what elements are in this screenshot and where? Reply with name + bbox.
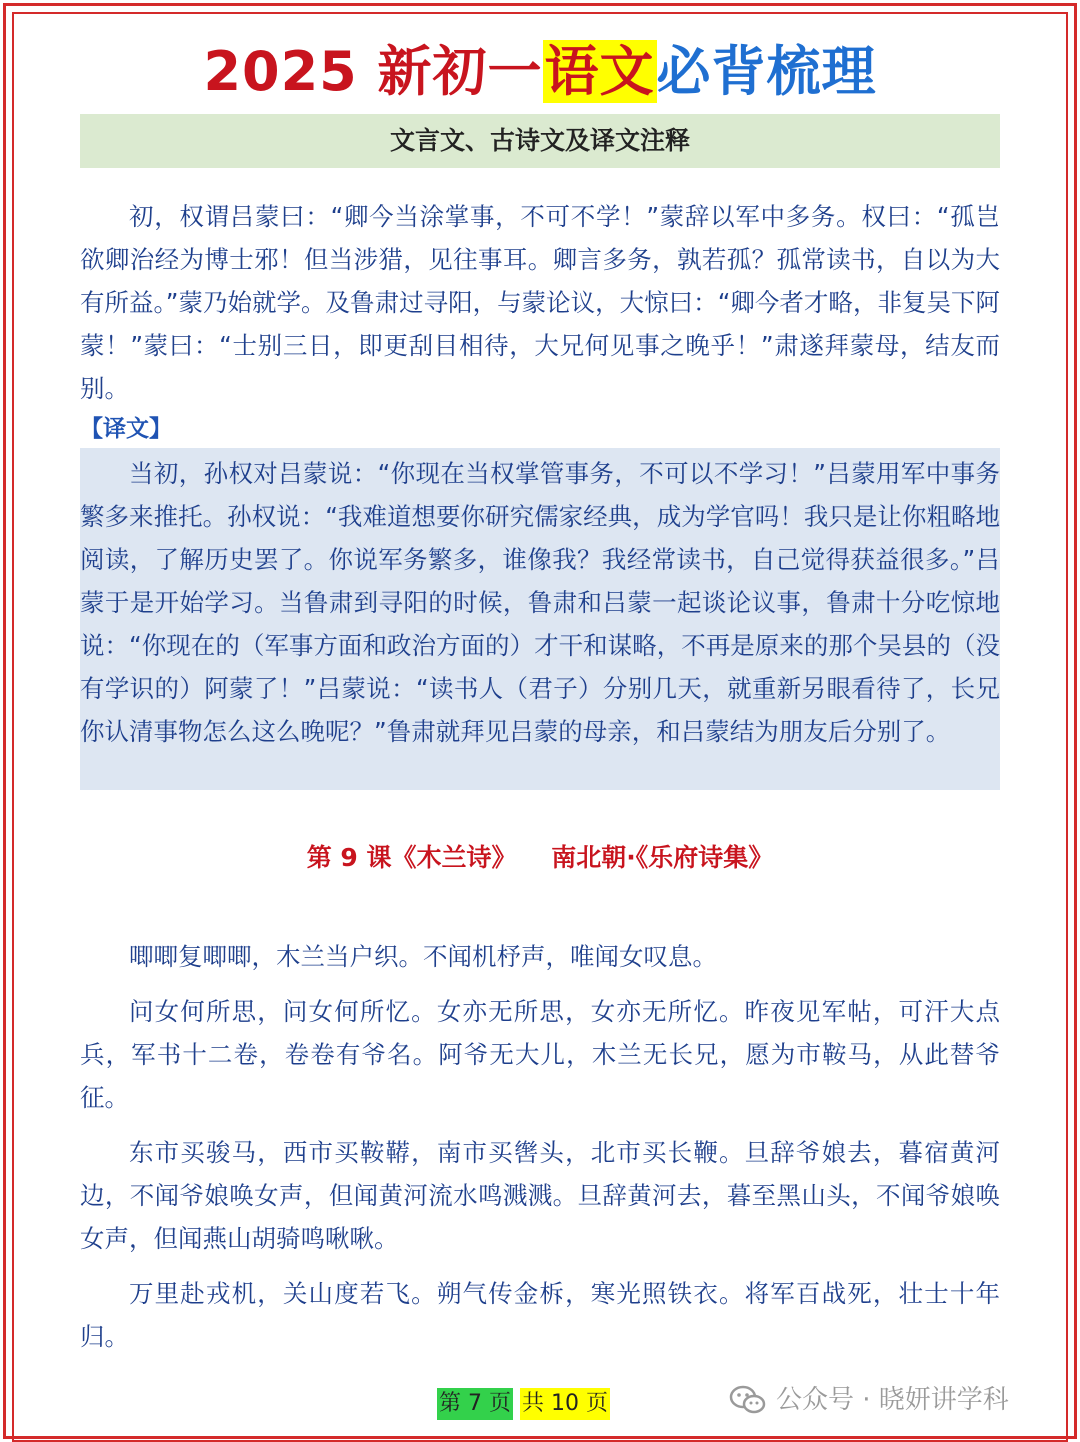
title-part-highlight: 语文: [544, 40, 655, 103]
section-subtitle: 文言文、古诗文及译文注释: [80, 114, 1000, 168]
lesson-heading: 第 9 课《木兰诗》 南北朝·《乐府诗集》: [306, 843, 774, 872]
page-title: [0, 40, 1080, 104]
translation-paragraph: 当初，孙权对吕蒙说：“你现在当权掌管事务，不可以不学习！”吕蒙用军中事务繁多来推托。孙权说：“我难道想要你研究儒家经典，成为学官吗！我只是让你粗略地阅读，了解历史罢了。你说军务繁多，谁像我？我经常读书，自己觉得获益很多。”吕蒙于是开始学习。当鲁肃到寻阳的时候，鲁肃和吕蒙一起谈论议事，鲁肃十分吃惊地说：“你现在的（军事方面和政治方面的）才干和谋略，不再是原来的那个吴县的（没有学识的）阿蒙了！”吕蒙说：“读书人（君子）分别几天，就重新另眼看待了，长兄你认清事物怎么这么晚呢？”鲁肃就拜见吕蒙的母亲，和吕蒙结为朋友后分别了。: [80, 459, 1000, 746]
page-total: 共 10 页: [520, 1388, 610, 1420]
watermark-text: 公众号 · 晓妍讲学科: [776, 1385, 1009, 1415]
watermark: [728, 1380, 1009, 1420]
poem-stanza: 东市买骏马，西市买鞍鞯，南市买辔头，北市买长鞭。旦辞爷娘去，暮宿黄河边，不闻爷娘唤女声，但闻黄河流水鸣溅溅。旦辞黄河去，暮至黑山头，不闻爷娘唤女声，但闻燕山胡骑鸣啾啾。: [80, 1138, 1000, 1253]
title-part-year: 2025 新初一: [203, 40, 543, 103]
title-part-end: 必背梳理: [656, 40, 877, 103]
translation-text-block: [80, 448, 1000, 753]
page-current: 第 7 页: [437, 1388, 513, 1420]
poem-stanza: 唧唧复唧唧，木兰当户织。不闻机杼声，唯闻女叹息。: [129, 942, 717, 971]
translation-label: 【译文】: [80, 416, 172, 442]
wechat-icon: [728, 1385, 768, 1415]
original-text-block: [80, 195, 1000, 410]
poem-stanza: 问女何所思，问女何所忆。女亦无所思，女亦无所忆。昨夜见军帖，可汗大点兵，军书十二卷，卷卷有爷名。阿爷无大儿，木兰无长兄，愿为市鞍马，从此替爷征。: [80, 997, 1000, 1112]
poem-block: [80, 935, 1000, 1370]
translation-box: [80, 448, 1000, 790]
page-indicator: [437, 1388, 610, 1420]
original-paragraph: 初，权谓吕蒙曰：“卿今当涂掌事，不可不学！”蒙辞以军中多务。权曰：“孤岂欲卿治经为博士邪！但当涉猎，见往事耳。卿言多务，孰若孤？孤常读书，自以为大有所益。”蒙乃始就学。及鲁肃过寻阳，与蒙论议，大惊曰：“卿今者才略，非复吴下阿蒙！”蒙曰：“士别三日，即更刮目相待，大兄何见事之晚乎！”肃遂拜蒙母，结友而别。: [80, 202, 1000, 403]
poem-stanza: 万里赴戎机，关山度若飞。朔气传金柝，寒光照铁衣。将军百战死，壮士十年归。: [80, 1279, 1000, 1351]
